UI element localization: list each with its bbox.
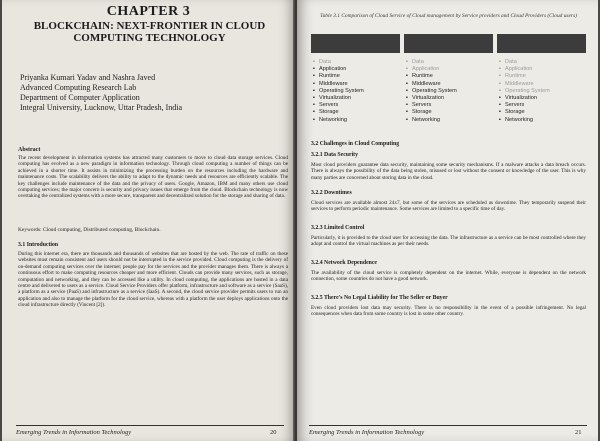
- bullet-icon: ▪: [406, 66, 408, 73]
- abstract-text: The recent development in information systems has attracted many customers to move to cloud data storage services. Cloud computing has evolved as a new paradigm in information technology. Through cloud computing a number of things can be achieved in a shorter time. It assists in minimizing the processing burden on the resources including the hardware and maintenance costs. The scalability delivers the ability to adapt to the dynamic needs and resources are efficiently scalable. The key challenges include maintenance of the data and the privacy of users. Google, Amazon, IBM and many others use cloud computing services; the major concern is security and privacy issues that emerge from the cloud. Blockchain technology is now overtaking the centralized systems with a more secure, transparent and decentralized solution for the storage and sharing of data.: [18, 155, 288, 200]
- section-3-2-5-text: Even cloud providers lost data may security. There is no responsibility in the event of a possible infringement. No legal consequences when data from some country is lost in some other country.: [311, 305, 586, 318]
- table-item-label: Networking: [412, 116, 440, 123]
- table-caption: Table 3.1 Comparison of Cloud Service of Cloud management by Service providers and Cloud Providers (Cloud users): [320, 13, 577, 19]
- bullet-icon: ▪: [406, 87, 408, 94]
- bullet-icon: ▪: [406, 59, 408, 65]
- bullet-icon: ▪: [313, 59, 315, 65]
- table-item-label: Application: [319, 66, 347, 73]
- table-item: [406, 81, 498, 88]
- footer-text: Emerging Trends in Information Technology: [16, 429, 132, 436]
- table-item-label: Middleware: [319, 80, 348, 87]
- table-item-label: Virtualization: [319, 95, 351, 102]
- table-column: [313, 59, 405, 124]
- bullet-icon: ▪: [499, 95, 501, 102]
- table-item: [313, 95, 405, 102]
- section-3-2-2-heading: 3.2.2 Downtimes: [311, 190, 352, 196]
- table-item-label: Servers: [319, 102, 339, 109]
- footer-text: Emerging Trends in Information Technology: [309, 429, 425, 436]
- table-item: [499, 102, 591, 109]
- table-item-label: Data: [319, 59, 331, 65]
- table-header-cell: [311, 34, 400, 53]
- table-item: [313, 59, 405, 66]
- bullet-icon: ▪: [406, 95, 408, 102]
- bullet-icon: ▪: [313, 80, 315, 87]
- table-item: [406, 117, 498, 124]
- page-number: 20: [270, 429, 277, 436]
- bullet-icon: ▪: [499, 59, 501, 65]
- left-page: [2, 0, 295, 441]
- table-item: [313, 109, 405, 116]
- table-item: [313, 88, 405, 95]
- author-names: Priyanka Kumari Yadav and Nashra Javed: [20, 73, 156, 82]
- bullet-icon: ▪: [313, 95, 315, 102]
- intro-text: During this internet era, there are thousands and thousands of websites that are hosted by the web. The rate of traffic on these websites must remain consistent and users should not be interrupted in the service provided. Cloud computing is the delivery of on-demand computing services over the internet; people pay for the services and the provider manages them. There is always a continuous effort to make computing resources cheaper and more efficient. Clouds can provide many services, such as storage, computation and networking, and they can be accessed like a utility. In cloud computing, the applications are hosted in a data centre and delivered to users as a service. Cloud Service Providers offer platform, infrastructure and software as a service (SaaS), a platform as a service (PaaS) and infrastructure as a service (IaaS). A second, the cloud service provider permits users to run an application and also to manage the platform for the cloud service, whereas with a platform the user deploys applications onto the cloud infrastructure directly (Vincent [2]).: [18, 251, 288, 309]
- keywords-line: Keywords: Cloud computing, Distributed computing, Blockchain.: [18, 227, 161, 233]
- table-item: [406, 59, 498, 66]
- table-item: [406, 102, 498, 109]
- chapter-label: CHAPTER 3: [106, 4, 191, 19]
- table-item-label: Middleware: [505, 80, 534, 87]
- table-item: [499, 81, 591, 88]
- table-item-label: Operating System: [319, 87, 364, 94]
- bullet-icon: ▪: [313, 109, 315, 116]
- table-item: [499, 59, 591, 66]
- table-item: [499, 95, 591, 102]
- table-item: [499, 73, 591, 80]
- table-item-label: Virtualization: [412, 95, 444, 102]
- table-header-cell: [404, 34, 493, 53]
- table-item-label: Operating System: [505, 87, 550, 94]
- author-block: [20, 73, 260, 113]
- section-3-2-4-heading: 3.2.4 Network Dependence: [311, 260, 378, 266]
- table-item-label: Storage: [319, 109, 339, 116]
- table-item: [406, 95, 498, 102]
- table-item: [406, 109, 498, 116]
- section-3-2-1-text: Most cloud providers guarantee data security, maintaining some security mechanisms. If a malware attacks a data breach occurs. There is always the possibility of the data being stolen, misused or lost without the consent or knowledge of the user. This is why many parties are concerned about storing data in the cloud.: [311, 162, 586, 181]
- table-item-label: Networking: [505, 116, 533, 123]
- table-header-cell: [497, 34, 586, 53]
- author-department: Department of Computer Application: [20, 93, 140, 102]
- section-3-2-1-heading: 3.2.1 Data Security: [311, 152, 359, 158]
- bullet-icon: ▪: [406, 102, 408, 109]
- table-column: [406, 59, 498, 124]
- section-3-2-5-heading: 3.2.5 There's No Legal Liability for The Seller or Buyer: [311, 295, 448, 301]
- table-item-label: Data: [412, 59, 424, 65]
- table-item-label: Virtualization: [505, 95, 537, 102]
- author-lab: Advanced Computing Research Lab: [20, 83, 137, 92]
- bullet-icon: ▪: [313, 102, 315, 109]
- table-item: [499, 66, 591, 73]
- bullet-icon: ▪: [499, 116, 501, 123]
- table-item: [313, 81, 405, 88]
- table-item-label: Storage: [505, 109, 525, 116]
- table-item-label: Application: [505, 66, 533, 73]
- table-item-label: Runtime: [319, 73, 340, 80]
- abstract-heading: Abstract: [18, 147, 41, 153]
- page-number: 21: [575, 429, 582, 436]
- bullet-icon: ▪: [499, 102, 501, 109]
- section-3-2-4-text: The availability of the cloud service is completely dependent on the internet. While, everyone is dependent on the network connection, some countries do not have a good network.: [311, 270, 586, 283]
- bullet-icon: ▪: [499, 109, 501, 116]
- bullet-icon: ▪: [499, 80, 501, 87]
- bullet-icon: ▪: [499, 73, 501, 80]
- bullet-icon: ▪: [406, 73, 408, 80]
- bullet-icon: ▪: [406, 116, 408, 123]
- table-item: [499, 109, 591, 116]
- table-item: [313, 73, 405, 80]
- bullet-icon: ▪: [313, 116, 315, 123]
- intro-heading: 3.1 Introduction: [18, 242, 59, 248]
- table-item-label: Middleware: [412, 80, 441, 87]
- table-item: [499, 117, 591, 124]
- chapter-title: BLOCKCHAIN: NEXT-FRONTIER IN CLOUD COMPUTING TECHNOLOGY: [33, 20, 266, 44]
- table-header: [311, 34, 586, 53]
- table-item: [313, 117, 405, 124]
- table-item: [406, 66, 498, 73]
- bullet-icon: ▪: [406, 109, 408, 116]
- table-item-label: Application: [412, 66, 440, 73]
- bullet-icon: ▪: [499, 66, 501, 73]
- table-item: [313, 102, 405, 109]
- bullet-icon: ▪: [499, 87, 501, 94]
- footer-rule: [16, 425, 284, 426]
- section-3-2-3-heading: 3.2.3 Limited Control: [311, 225, 365, 231]
- table-item: [499, 88, 591, 95]
- bullet-icon: ▪: [406, 80, 408, 87]
- table-column: [499, 59, 591, 124]
- table-item-label: Networking: [319, 116, 347, 123]
- bullet-icon: ▪: [313, 73, 315, 80]
- table-item: [313, 66, 405, 73]
- table-item-label: Runtime: [412, 73, 433, 80]
- right-page: [297, 0, 598, 441]
- table-item-label: Servers: [505, 102, 525, 109]
- author-university: Integral University, Lucknow, Uttar Pradesh, India: [20, 103, 183, 112]
- table-item-label: Data: [505, 59, 517, 65]
- table-item: [406, 73, 498, 80]
- section-3-2-2-text: Cloud services are available almost 24x7, but some of the services are scheduled as downtime. They temporarily suspend their services to perform periodic maintenance. Some services are limited to a specific time of day.: [311, 200, 586, 213]
- table-item-label: Operating System: [412, 87, 457, 94]
- bullet-icon: ▪: [313, 66, 315, 73]
- section-3-2-3-text: Particularly, it is provided to the cloud user for accessing the data. The infrastructure as a service can be most controlled where they adopt and control the virtual machines as per their needs.: [311, 235, 586, 248]
- footer-rule: [309, 425, 587, 426]
- bullet-icon: ▪: [313, 87, 315, 94]
- section-3-2-heading: 3.2 Challenges in Cloud Computing: [311, 141, 400, 147]
- table-item-label: Runtime: [505, 73, 526, 80]
- table-item-label: Servers: [412, 102, 432, 109]
- table-item-label: Storage: [412, 109, 432, 116]
- table-item: [406, 88, 498, 95]
